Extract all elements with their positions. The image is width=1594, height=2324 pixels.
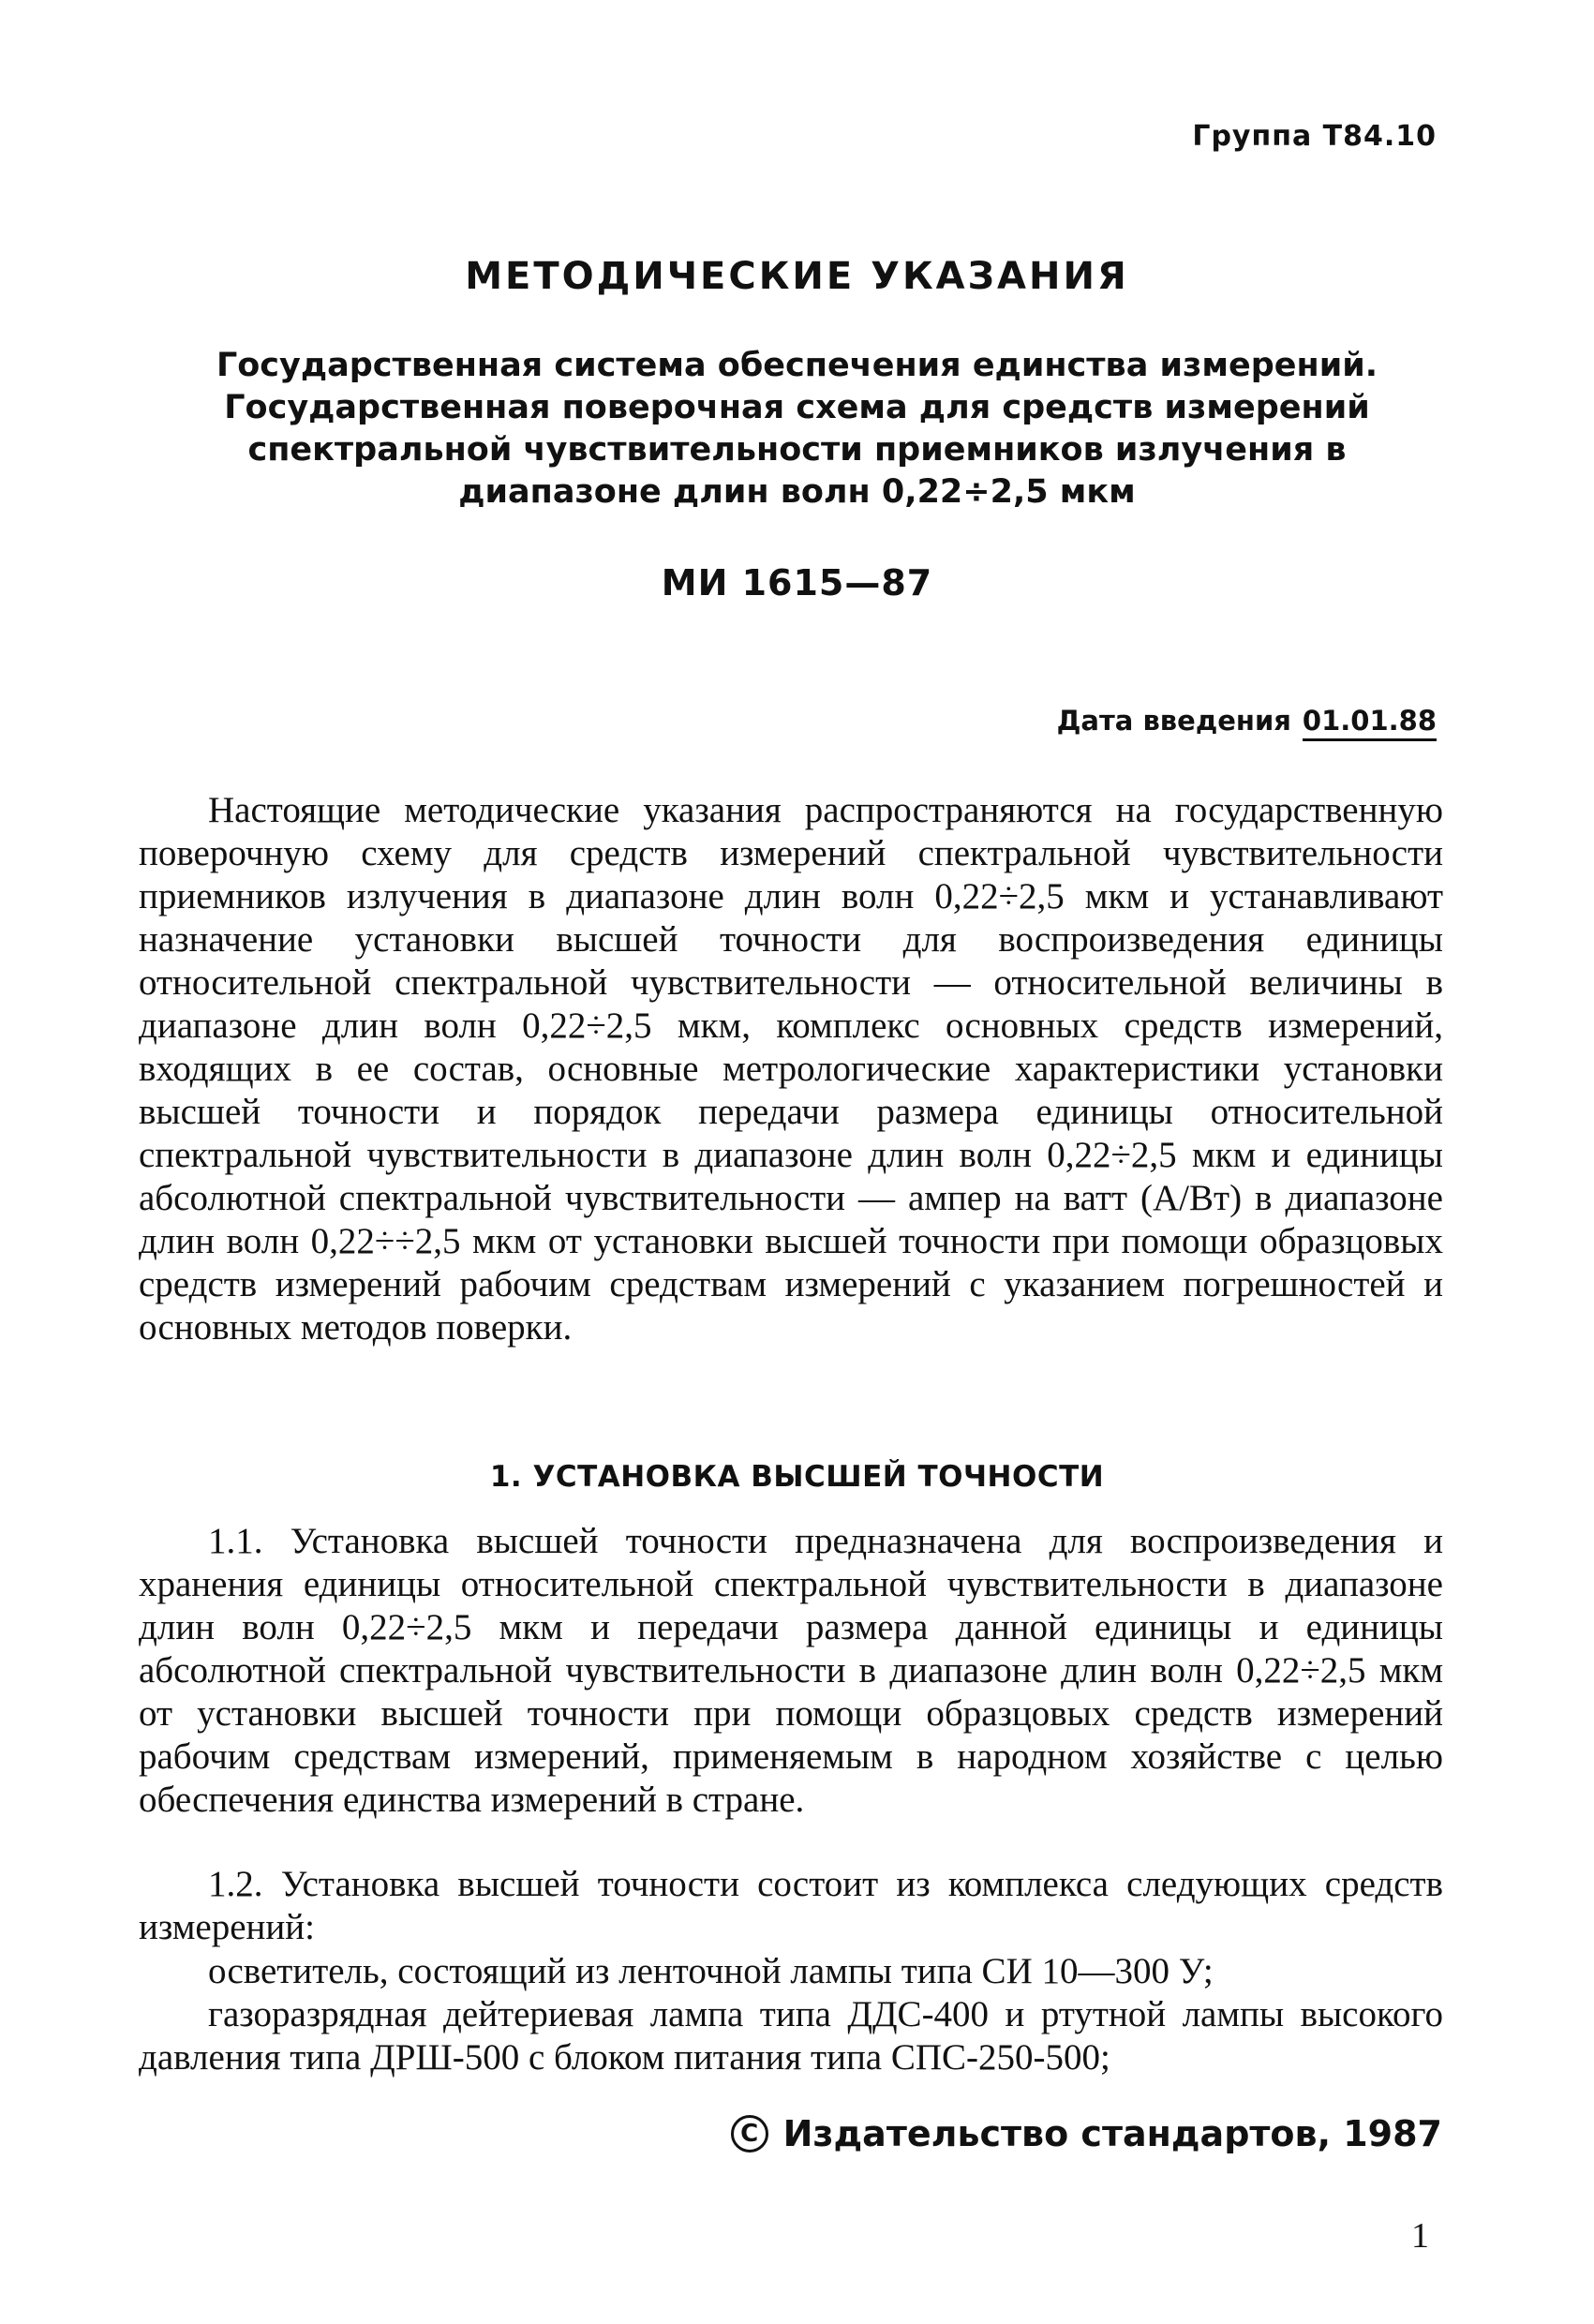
paragraph-1-1: 1.1. Установка высшей точности предназначена для воспроизведения и хранения единицы относительной спектральной чувствительности в диапазоне длин волн 0,22÷2,5 мкм и передачи размера данной единицы и единицы абсолютной спектральной чувствительности в диапазоне длин волн 0,22÷2,5 мкм от установки высшей точности при помощи образцовых средств измерений рабочим средствам измерений, применяемым в народном хозяйстве с целью обеспечения единства измерений в стране.	[139, 1521, 1443, 1820]
paragraph-1-2: 1.2. Установка высшей точности состоит из комплекса следующих средств измерений:	[139, 1864, 1443, 1947]
page-number: 1	[1411, 2216, 1429, 2256]
intro-date-value: 01.01.88	[1303, 705, 1437, 741]
copyright-notice	[731, 2113, 1442, 2154]
title-line: диапазоне длин волн 0,22÷2,5 мкм	[458, 473, 1136, 511]
copyright-icon: C	[731, 2115, 768, 2153]
group-code: Группа Т84.10	[1192, 120, 1437, 153]
document-type: МЕТОДИЧЕСКИЕ УКАЗАНИЯ	[465, 255, 1129, 298]
title-line: Государственная система обеспечения единства измерений.	[216, 347, 1378, 384]
intro-paragraph: Настоящие методические указания распространяются на государственную поверочную схему для средств измерений спектральной чувствительности приемников излучения в диапазоне длин волн 0,22÷2,5 мкм и устанавливают назначение установки высшей точности для воспроизведения единицы относительной спектральной чувствительности — относительной величины в диапазоне длин волн 0,22÷2,5 мкм, комплекс основных средств измерений, входящих в ее состав, основные метрологические характеристики установки высшей точности и порядок передачи размера единицы относительной спектральной чувствительности в диапазоне длин волн 0,22÷2,5 мкм и единицы абсолютной спектральной чувствительности — ампер на ватт (А/Вт) в диапазоне длин волн 0,22÷÷2,5 мкм от установки высшей точности при помощи образцовых средств измерений рабочим средствам измерений с указанием погрешностей и основных методов поверки.	[139, 790, 1443, 1348]
title-line: спектральной чувствительности приемников излучения в	[247, 431, 1347, 469]
document-code: МИ 1615—87	[661, 562, 933, 603]
title-line: Государственная поверочная схема для средств измерений	[224, 389, 1370, 426]
list-item: осветитель, состоящий из ленточной лампы типа СИ 10—300 У;	[208, 1951, 1214, 1991]
section-heading: 1. УСТАНОВКА ВЫСШЕЙ ТОЧНОСТИ	[489, 1460, 1105, 1494]
intro-date-label: Дата введения	[1056, 705, 1291, 737]
copyright-text: Издательство стандартов, 1987	[782, 2113, 1442, 2154]
document-title	[141, 345, 1453, 514]
intro-date	[1057, 705, 1437, 737]
list-item: газоразрядная дейтериевая лампа типа ДДС-400 и ртутной лампы высокого давления типа ДРШ-500 с блоком питания типа СПС-250-500;	[139, 1994, 1443, 2078]
